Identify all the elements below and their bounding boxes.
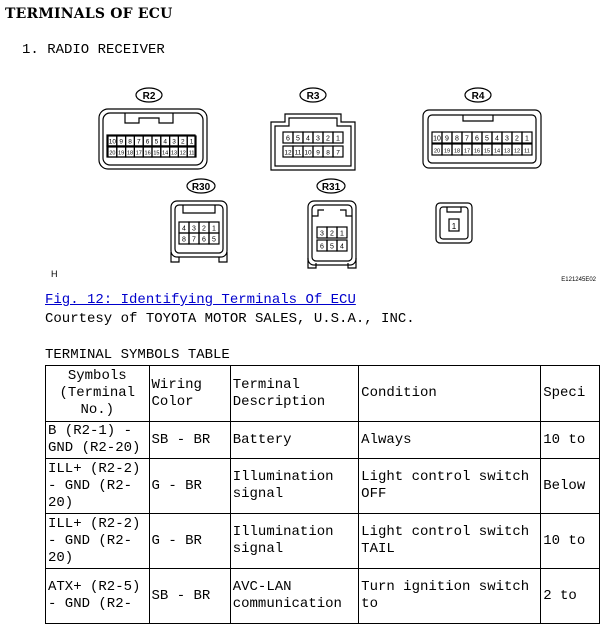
pin-label: 14 [493,148,501,155]
pin-label: 18 [126,150,134,157]
pin-label: 15 [483,148,491,155]
pin-label: 6 [475,135,479,143]
pin-label: 8 [182,236,186,244]
pin-label: 6 [286,135,290,143]
connector-r4 [423,88,541,168]
table-row [46,569,600,624]
connector-r30 [171,179,227,262]
table-header-row [46,366,600,422]
pin-label: 10 [433,135,441,143]
pin-label: 2 [330,230,334,238]
pin-label: 13 [503,148,511,155]
pin-label: 10 [304,149,312,157]
section-heading: 1. RADIO RECEIVER [22,42,165,58]
pin-label: 12 [284,149,292,157]
figure-code: E121245E02 [561,277,596,283]
connector-r2 [99,88,207,169]
pin-label: 5 [330,243,334,251]
pin-label: 18 [453,148,461,155]
pin-label: 5 [212,236,216,244]
pin-label: 6 [202,236,206,244]
cell-description: Illumination signal [230,514,358,569]
pin-label: 5 [296,135,300,143]
pin-label: 16 [144,150,151,157]
pin-label: 2 [180,138,185,146]
pin-label: 4 [495,135,499,143]
cell-condition: Light control switch OFF [359,459,541,514]
connector-r31 [308,179,356,268]
connector-r3 [271,88,355,170]
header-wiring-color: Wiring Color [149,366,230,422]
pin-label: 6 [320,243,324,251]
cell-description: Battery [230,422,358,459]
cell-description: AVC-LAN communication [230,569,358,624]
pin-label: 1 [336,135,340,143]
connector-label-r4: R4 [471,91,485,102]
pin-label: 7 [192,236,196,244]
cell-symbols: ILL+ (R2-2) - GND (R2-20) [46,459,150,514]
pin-label: 7 [336,149,340,157]
cell-symbols: ATX+ (R2-5) - GND (R2- [46,569,150,624]
pin-label: 7 [136,138,141,146]
page-title: TERMINALS OF ECU [5,6,173,22]
pin-label: 9 [119,138,124,146]
table-row [46,459,600,514]
cell-spec: 10 to [541,422,600,459]
table-row [46,514,600,569]
pin-label: 1 [451,222,457,231]
pin-label: 8 [128,138,132,146]
pin-label: 19 [118,150,125,157]
pin-label: 15 [153,150,160,157]
pin-label: 9 [316,149,320,157]
header-symbols: Symbols (Terminal No.) [46,366,150,422]
pin-label: 4 [340,243,344,251]
pin-label: 3 [192,225,196,233]
pin-label: 14 [162,150,169,157]
pin-label: 3 [316,135,320,143]
pin-label: 17 [135,150,142,157]
pin-label: 11 [188,150,195,157]
pin-label: 3 [320,230,324,238]
corner-letter: H [51,269,58,279]
connector-small [436,203,472,243]
cell-condition: Light control switch TAIL [359,514,541,569]
pin-label: 4 [306,135,310,143]
table-caption: TERMINAL SYMBOLS TABLE [45,347,230,363]
pin-label: 13 [170,150,178,157]
header-terminal-description: Terminal Description [230,366,358,422]
pin-label: 11 [294,149,302,157]
cell-wiring: SB - BR [149,569,230,624]
pin-label: 4 [163,138,168,146]
pin-label: 16 [473,148,481,155]
cell-wiring: G - BR [149,514,230,569]
header-condition: Condition [359,366,541,422]
table-row [46,422,600,459]
pin-label: 1 [340,230,344,238]
header-specified: Speci [541,366,600,422]
pin-label: 1 [212,225,216,233]
pin-label: 12 [513,148,521,155]
pin-label: 2 [515,135,519,143]
cell-symbols: B (R2-1) - GND (R2-20) [46,422,150,459]
pin-label: 5 [485,135,489,143]
pin-label: 12 [179,150,186,157]
cell-condition: Always [359,422,541,459]
pin-label: 10 [108,138,117,146]
pin-label: 2 [202,225,206,233]
pin-label: 8 [455,135,459,143]
figure-link[interactable]: Fig. 12: Identifying Terminals Of ECU [45,292,356,308]
pin-label: 9 [445,135,449,143]
connector-diagram [45,82,600,287]
connector-label-r3: R3 [306,91,320,102]
connector-label-r31: R31 [321,182,341,193]
pin-label: 11 [524,148,530,155]
cell-condition: Turn ignition switch to [359,569,541,624]
pin-label: 1 [525,135,529,143]
pin-label: 2 [326,135,330,143]
connector-label-r2: R2 [142,91,156,102]
cell-spec: 2 to [541,569,600,624]
pin-label: 17 [463,148,471,155]
cell-spec: 10 to [541,514,600,569]
cell-wiring: SB - BR [149,422,230,459]
cell-wiring: G - BR [149,459,230,514]
cell-symbols: ILL+ (R2-2) - GND (R2-20) [46,514,150,569]
pin-label: 3 [505,135,509,143]
pin-label: 6 [145,138,150,146]
pin-label: 4 [182,225,186,233]
pin-label: 20 [433,148,441,155]
terminal-symbols-table [45,365,600,624]
pin-label: 8 [326,149,330,157]
courtesy-note: Courtesy of TOYOTA MOTOR SALES, U.S.A., INC. [45,311,415,327]
pin-label: 19 [443,148,451,155]
pin-label: 5 [154,138,159,146]
pin-label: 7 [465,135,469,143]
connector-label-r30: R30 [191,182,211,193]
cell-spec: Below [541,459,600,514]
cell-description: Illumination signal [230,459,358,514]
pin-label: 1 [189,138,194,146]
pin-label: 3 [172,138,176,146]
pin-label: 20 [109,150,116,157]
